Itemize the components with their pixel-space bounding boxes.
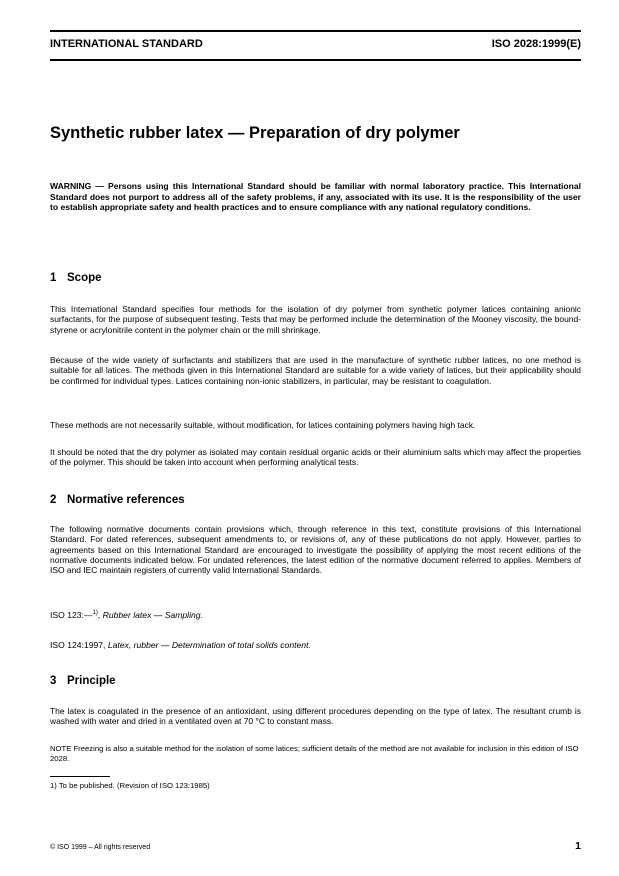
normative-paragraph: The following normative documents contain provisions which, through reference in this text, constitute provisions of this International Standard. For dated references, subsequent amendments to, or revisions of, any of these publications do not apply. However, parties to agreements based on this International Standard are encouraged to investigate the possibility of applying the most recent editions of the normative documents indicated below. For undated references, the latest edition of the normative document referred to applies. Members of ISO and IEC maintain registers of currently valid International Standards. <box>50 524 581 576</box>
header-standard-label: INTERNATIONAL STANDARD <box>50 38 203 50</box>
scope-paragraph-3: These methods are not necessarily suitable, without modification, for latices containing polymers having high tack. <box>50 420 476 430</box>
reference-separator: , <box>103 640 108 650</box>
section-heading-scope <box>50 272 102 284</box>
section-heading-principle <box>50 675 116 687</box>
section-number: 2 <box>50 494 57 506</box>
reference-title: Rubber latex — Sampling. <box>102 610 203 620</box>
copyright-notice: © ISO 1999 – All rights reserved <box>50 844 151 851</box>
scope-paragraph-4: It should be noted that the dry polymer as isolated may contain residual organic acids or their aluminium salts which may affect the properties of the polymer. This should be taken into account when performing analytical tests. <box>50 447 581 468</box>
footnote-rule <box>50 776 110 777</box>
principle-note: NOTE Freezing is also a suitable method for the isolation of some latices; sufficient details of the method are not available for inclusion in this edition of ISO 2028. <box>50 744 579 763</box>
section-title: Principle <box>67 675 116 687</box>
section-number: 3 <box>50 675 57 687</box>
section-number: 1 <box>50 272 57 284</box>
footnote-1: 1) To be published. (Revision of ISO 123:1985) <box>50 781 210 790</box>
header-top-rule <box>50 30 581 32</box>
reference-code: ISO 124:1997 <box>50 640 104 650</box>
header-standard-number: ISO 2028:1999(E) <box>491 38 581 50</box>
page-number: 1 <box>575 840 581 852</box>
scope-paragraph-1: This International Standard specifies four methods for the isolation of dry polymer from synthetic polymer latices containing anionic surfactants, for the purpose of subsequent testing. Tests that may be performed include the determination of the Mooney viscosity, the bound-styrene or acrylonitrile content in the polymer chain or the mill shrinkage. <box>50 304 581 335</box>
reference-iso-124 <box>50 640 311 650</box>
reference-code: ISO 123:— <box>50 610 93 620</box>
principle-paragraph: The latex is coagulated in the presence of an antioxidant, using different procedures depending on the type of latex. The resultant crumb is washed with water and dried in a ventilated oven at 70 °C to constant mass. <box>50 706 581 727</box>
reference-iso-123 <box>50 610 203 620</box>
header-bottom-rule <box>50 59 581 61</box>
reference-separator: , <box>97 610 103 620</box>
section-title: Normative references <box>67 494 185 506</box>
document-title: Synthetic rubber latex — Preparation of dry polymer <box>50 124 460 142</box>
footnote-marker: 1) <box>92 610 98 616</box>
section-heading-normative-references <box>50 494 185 506</box>
warning-paragraph: WARNING — Persons using this International Standard should be familiar with normal laboratory practice. This International Standard does not purport to address all of the safety problems, if any, associated with its use. It is the responsibility of the user to establish appropriate safety and health practices and to ensure compliance with any national regulatory conditions. <box>50 181 581 212</box>
section-title: Scope <box>67 272 102 284</box>
scope-paragraph-2: Because of the wide variety of surfactants and stabilizers that are used in the manufacture of synthetic rubber latices, no one method is suitable for all latices. The methods given in this International Standard are suitable for a wide variety of latices, but their applicability should be confirmed for individual types. Latices containing non-ionic stabilizers, in particular, may be resistant to coagulation. <box>50 355 581 386</box>
reference-title: Latex, rubber — Determination of total solids content. <box>107 640 311 650</box>
